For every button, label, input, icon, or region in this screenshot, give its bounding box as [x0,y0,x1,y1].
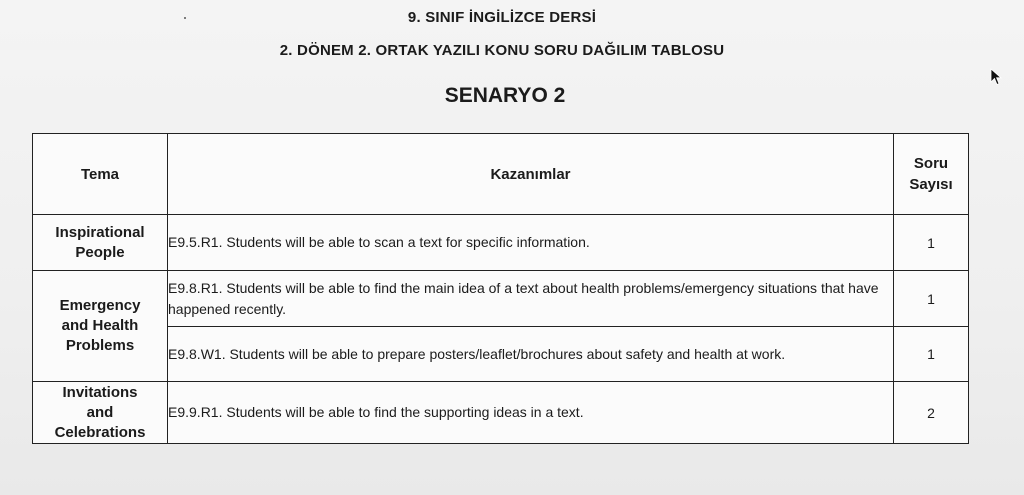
table-row [33,327,969,382]
table-row [33,382,969,444]
tema-text: Celebrations [54,423,146,441]
scenario-heading: SENARYO 2 [444,84,566,107]
table-row [33,271,969,327]
tema-text: Emergency [59,297,141,314]
tema-cell [33,382,168,444]
column-header-tema: Tema [33,134,168,215]
tema-text: and Health [61,317,139,334]
kazanim-cell: E9.5.R1. Students will be able to scan a text for specific information. [168,215,894,271]
mouse-pointer-icon [990,68,1002,86]
table-header-row [33,134,969,215]
tema-text: Inspirational [55,223,145,241]
soru-sayisi-cell: 2 [894,382,969,444]
kazanim-cell: E9.9.R1. Students will be able to find the supporting ideas in a text. [168,382,894,444]
column-header-soru-line1: Soru [913,155,949,172]
tema-text: Invitations [62,383,138,401]
tema-text: People [75,243,125,261]
soru-sayisi-cell: 1 [894,271,969,327]
document-title: 9. SINIF İNGİLİZCE DERSİ [407,9,597,26]
column-header-soru-sayisi [894,134,969,215]
document-subtitle: 2. DÖNEM 2. ORTAK YAZILI KONU SORU DAĞILIM TABLOSU [279,42,725,59]
soru-sayisi-cell: 1 [894,327,969,382]
tema-text: Problems [65,337,135,354]
tema-cell [33,215,168,271]
topic-question-table [32,133,969,444]
tema-cell [33,271,168,382]
column-header-soru-line2: Sayısı [909,176,953,193]
column-header-kazanimlar: Kazanımlar [168,134,894,215]
soru-sayisi-cell: 1 [894,215,969,271]
tema-text: and [86,403,114,421]
kazanim-cell: E9.8.R1. Students will be able to find the main idea of a text about health problems/emergency situations that have happened recently. [168,271,894,327]
kazanim-cell: E9.8.W1. Students will be able to prepare posters/leaflet/brochures about safety and health at work. [168,327,894,382]
table-row [33,215,969,271]
